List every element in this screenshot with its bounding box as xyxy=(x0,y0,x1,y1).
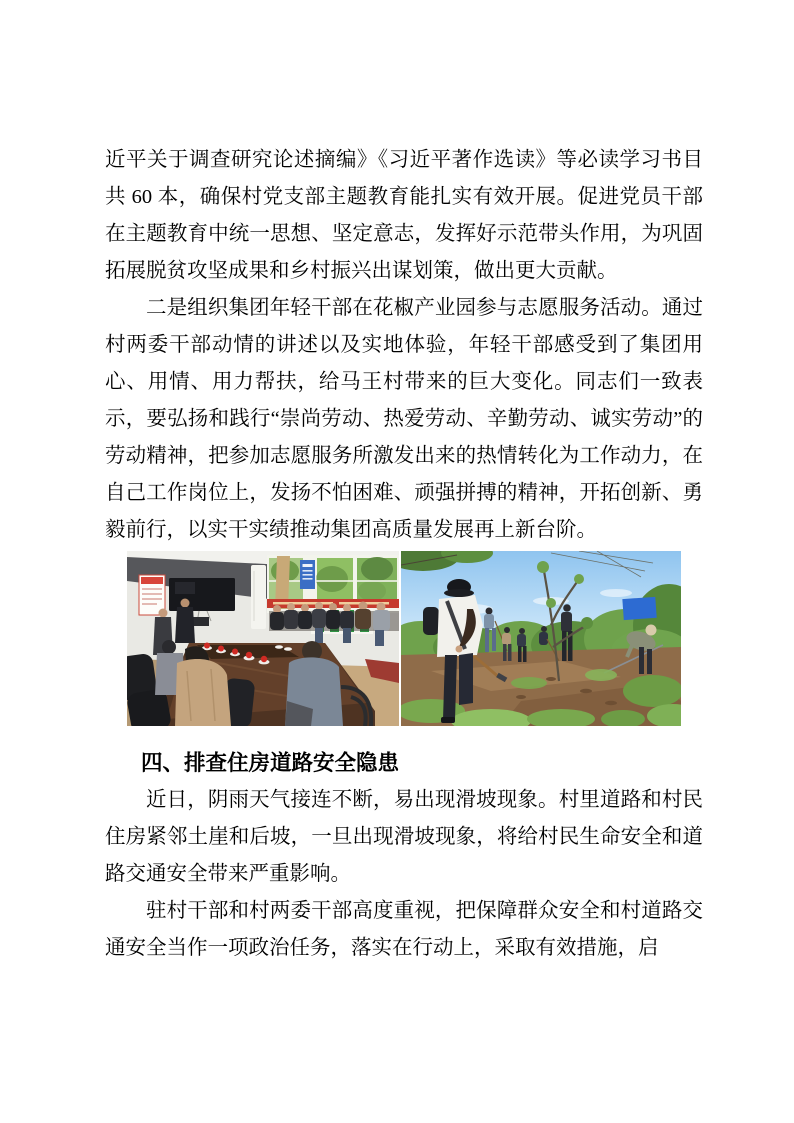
meeting-room-photo xyxy=(127,551,399,726)
orchard-illustration xyxy=(401,551,681,726)
paragraph-response-measures: 驻村干部和村两委干部高度重视，把保障群众安全和村道路交通安全当作一项政治任务，落实在行动上，采取有效措施，启 xyxy=(105,900,703,959)
section-heading-4: 四、排查住房道路安全隐患 xyxy=(141,751,400,775)
meeting-room-illustration xyxy=(127,551,399,726)
photo-row xyxy=(105,551,703,726)
orchard-labor-photo xyxy=(401,551,681,726)
blue-sign xyxy=(300,560,315,589)
paragraph-study-books: 近平关于调查研究论述摘编》《习近平著作选读》等必读学习书目共 60 本，确保村党支部主题教育能扎实有效开展。促进党员干部在主题教育中统一思想、坚定意志，发挥好示范带头作用，为巩固拓展脱贫攻坚成果和乡村振兴出谋划策，做出更大贡献。 xyxy=(105,149,703,282)
blue-field-sign xyxy=(622,597,656,620)
document-content xyxy=(105,142,703,967)
paragraph-landslide-risk: 近日，阴雨天气接连不断，易出现滑坡现象。村里道路和村民住房紧邻土崖和后坡，一旦出现滑坡现象，将给村民生命安全和道路交通安全带来严重影响。 xyxy=(105,789,703,885)
air-conditioner xyxy=(251,565,266,629)
paragraph-volunteer-activity: 二是组织集团年轻干部在花椒产业园参与志愿服务活动。通过村两委干部动情的讲述以及实地体验，年轻干部感受到了集团用心、用情、用力帮扶，给马王村带来的巨大变化。同志们一致表示，要弘扬和践行“崇尚劳动、热爱劳动、辛勤劳动、诚实劳动”的劳动精神，把参加志愿服务所激发出来的热情转化为工作动力，在自己工作岗位上，发扬不怕困难、顽强拼搏的精神，开拓创新、勇毅前行，以实干实绩推动集团高质量发展再上新台阶。 xyxy=(105,297,703,541)
